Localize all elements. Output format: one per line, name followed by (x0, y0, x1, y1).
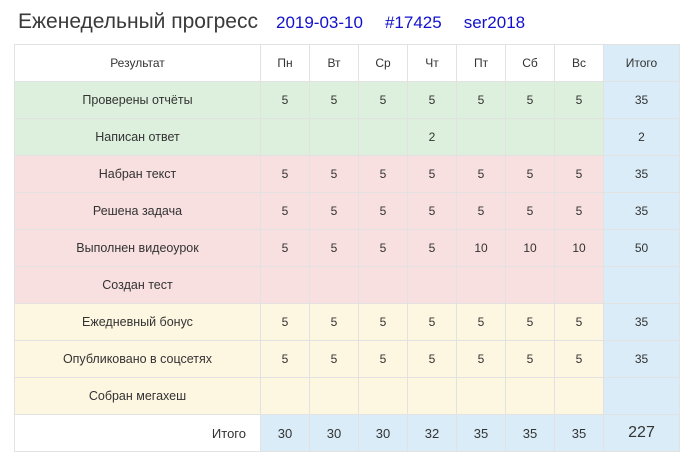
cell-sat (506, 267, 555, 304)
table-row (15, 378, 680, 415)
totals-label: Итого (15, 415, 261, 452)
total-fri: 35 (457, 415, 506, 452)
column-header-sun: Вс (555, 45, 604, 82)
cell-fri (457, 267, 506, 304)
cell-sun (555, 267, 604, 304)
table-row (15, 230, 680, 267)
cell-thu (408, 267, 457, 304)
cell-thu: 5 (408, 230, 457, 267)
column-header-result: Результат (15, 45, 261, 82)
total-mon: 30 (261, 415, 310, 452)
cell-total (604, 267, 680, 304)
table-body (15, 82, 680, 415)
table-footer (15, 415, 680, 452)
cell-wed: 5 (359, 156, 408, 193)
cell-mon: 5 (261, 156, 310, 193)
cell-thu: 2 (408, 119, 457, 156)
cell-sat (506, 119, 555, 156)
table-header (15, 45, 680, 82)
row-label: Решена задача (15, 193, 261, 230)
column-header-wed: Ср (359, 45, 408, 82)
cell-thu: 5 (408, 82, 457, 119)
user-name: ser2018 (463, 13, 526, 32)
cell-wed: 5 (359, 82, 408, 119)
cell-wed (359, 378, 408, 415)
cell-sun: 5 (555, 193, 604, 230)
cell-tue: 5 (310, 341, 359, 378)
column-header-tue: Вт (310, 45, 359, 82)
cell-sun: 5 (555, 304, 604, 341)
column-header-mon: Пн (261, 45, 310, 82)
column-header-total: Итого (604, 45, 680, 82)
cell-mon: 5 (261, 304, 310, 341)
row-label: Создан тест (15, 267, 261, 304)
cell-sat: 5 (506, 82, 555, 119)
cell-sat: 5 (506, 156, 555, 193)
row-label: Собран мегахеш (15, 378, 261, 415)
table-header-row (15, 45, 680, 82)
cell-wed: 5 (359, 304, 408, 341)
cell-total: 50 (604, 230, 680, 267)
cell-fri: 5 (457, 82, 506, 119)
row-label: Набран текст (15, 156, 261, 193)
cell-sun: 5 (555, 341, 604, 378)
cell-sat: 5 (506, 304, 555, 341)
grand-total: 227 (604, 415, 680, 452)
cell-fri: 5 (457, 156, 506, 193)
cell-tue: 5 (310, 82, 359, 119)
cell-mon: 5 (261, 82, 310, 119)
cell-tue (310, 378, 359, 415)
totals-row (15, 415, 680, 452)
cell-total: 2 (604, 119, 680, 156)
column-header-fri: Пт (457, 45, 506, 82)
cell-mon (261, 267, 310, 304)
cell-sun: 10 (555, 230, 604, 267)
cell-wed: 5 (359, 341, 408, 378)
total-thu: 32 (408, 415, 457, 452)
cell-tue (310, 267, 359, 304)
cell-sun: 5 (555, 82, 604, 119)
table-row (15, 304, 680, 341)
cell-thu (408, 378, 457, 415)
cell-wed: 5 (359, 230, 408, 267)
table-row (15, 82, 680, 119)
cell-mon (261, 378, 310, 415)
cell-total: 35 (604, 193, 680, 230)
page-header (14, 10, 676, 34)
cell-mon: 5 (261, 230, 310, 267)
cell-fri: 5 (457, 304, 506, 341)
cell-fri: 5 (457, 341, 506, 378)
cell-sat (506, 378, 555, 415)
table-row (15, 193, 680, 230)
row-label: Ежедневный бонус (15, 304, 261, 341)
cell-sat: 5 (506, 193, 555, 230)
cell-thu: 5 (408, 156, 457, 193)
cell-fri: 5 (457, 193, 506, 230)
column-header-thu: Чт (408, 45, 457, 82)
cell-fri: 10 (457, 230, 506, 267)
total-tue: 30 (310, 415, 359, 452)
cell-thu: 5 (408, 193, 457, 230)
cell-fri (457, 378, 506, 415)
table-row (15, 119, 680, 156)
cell-tue: 5 (310, 156, 359, 193)
cell-tue: 5 (310, 193, 359, 230)
cell-mon (261, 119, 310, 156)
table-row (15, 156, 680, 193)
row-label: Написан ответ (15, 119, 261, 156)
cell-tue: 5 (310, 304, 359, 341)
cell-sat: 10 (506, 230, 555, 267)
total-sat: 35 (506, 415, 555, 452)
row-label: Опубликовано в соцсетях (15, 341, 261, 378)
cell-wed (359, 119, 408, 156)
progress-table (14, 44, 680, 452)
cell-sun (555, 378, 604, 415)
cell-mon: 5 (261, 341, 310, 378)
cell-total: 35 (604, 156, 680, 193)
report-id: #17425 (384, 13, 442, 32)
cell-tue (310, 119, 359, 156)
table-row (15, 267, 680, 304)
cell-total (604, 378, 680, 415)
cell-sun (555, 119, 604, 156)
column-header-sat: Сб (506, 45, 555, 82)
row-label: Проверены отчёты (15, 82, 261, 119)
cell-wed: 5 (359, 193, 408, 230)
cell-total: 35 (604, 341, 680, 378)
row-label: Выполнен видеоурок (15, 230, 261, 267)
cell-thu: 5 (408, 341, 457, 378)
report-date: 2019-03-10 (275, 13, 363, 32)
table-row (15, 341, 680, 378)
cell-tue: 5 (310, 230, 359, 267)
cell-fri (457, 119, 506, 156)
cell-wed (359, 267, 408, 304)
cell-thu: 5 (408, 304, 457, 341)
header-meta (276, 13, 525, 33)
page-title: Еженедельный прогресс (18, 10, 258, 33)
total-wed: 30 (359, 415, 408, 452)
cell-total: 35 (604, 82, 680, 119)
total-sun: 35 (555, 415, 604, 452)
cell-mon: 5 (261, 193, 310, 230)
cell-sat: 5 (506, 341, 555, 378)
cell-total: 35 (604, 304, 680, 341)
cell-sun: 5 (555, 156, 604, 193)
